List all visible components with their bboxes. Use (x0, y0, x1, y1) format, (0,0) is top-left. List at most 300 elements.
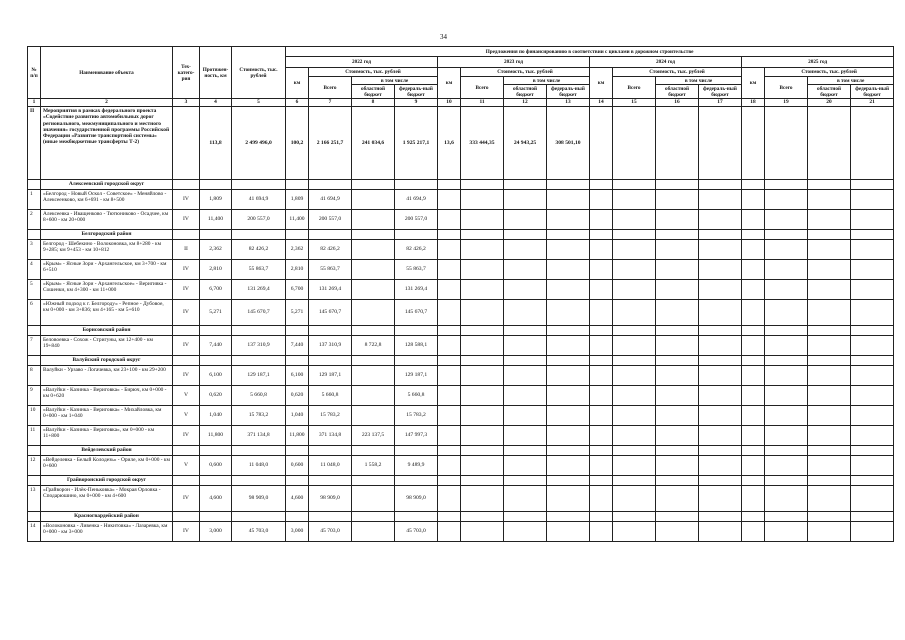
value-cell (547, 260, 590, 280)
value-cell (438, 386, 461, 406)
value-cell: 11,400 (286, 210, 309, 230)
value-cell (742, 336, 765, 356)
column-number: 14 (590, 99, 613, 107)
empty-cell (590, 446, 613, 456)
value-cell: 6,100 (286, 366, 309, 386)
value-cell (808, 190, 851, 210)
value-cell (765, 386, 808, 406)
value-cell: 371 134,8 (309, 426, 352, 446)
empty-cell (309, 476, 352, 486)
value-cell (808, 260, 851, 280)
column-number: 5 (232, 99, 286, 107)
object-name: Мероприятия в рамках федерального проекта «Содействие развитию автомобильных дорог регионального, межмуниципального и местного значения» государственной программы Российской Федерации «Развитие транспортной системы» (иные межбюджетные трансферты Т-2) (41, 107, 173, 180)
row-number: 14 (28, 522, 41, 542)
empty-cell (504, 326, 547, 336)
value-cell: 2,810 (286, 260, 309, 280)
category-cell: IV (173, 260, 200, 280)
value-cell (699, 336, 742, 356)
empty-cell (173, 446, 200, 456)
value-cell (851, 336, 894, 356)
table-row (28, 240, 894, 260)
empty-cell (742, 356, 765, 366)
value-cell (613, 190, 656, 210)
value-cell: 0,600 (286, 456, 309, 476)
object-name: «Валуйки - Казинка - Вериговка» - Бирюч, км 0+000 - км 0+620 (41, 386, 173, 406)
value-cell (590, 300, 613, 326)
empty-cell (699, 230, 742, 240)
header-length: Протяжен-ность, км (200, 47, 232, 99)
value-cell (461, 280, 504, 300)
federal-budget-header: федераль-ный бюджет (395, 85, 438, 99)
page-number: 34 (440, 33, 447, 41)
cost-subheader: Стоимость, тыс. рублей (309, 68, 438, 77)
empty-cell (200, 180, 232, 190)
value-cell (765, 426, 808, 446)
value-cell (808, 210, 851, 230)
value-cell (438, 280, 461, 300)
category-cell: IV (173, 190, 200, 210)
regional-budget-header: областной бюджет (504, 85, 547, 99)
length-cell: 11,400 (200, 210, 232, 230)
length-cell: 11,800 (200, 426, 232, 446)
row-number: 10 (28, 406, 41, 426)
cost-cell: 2 499 496,0 (232, 107, 286, 180)
cost-subheader: Стоимость, тыс. рублей (613, 68, 742, 77)
value-cell (504, 190, 547, 210)
value-cell: 200 557,0 (309, 210, 352, 230)
empty-cell (309, 180, 352, 190)
object-name: «Крым» - Ясные Зори - Архангельское» - Веригивка - Сошенки, км 4+300 - км 11+000 (41, 280, 173, 300)
table-row (28, 280, 894, 300)
value-cell: 223 137,5 (352, 426, 395, 446)
category-cell: IV (173, 300, 200, 326)
empty-cell (232, 180, 286, 190)
value-cell (547, 522, 590, 542)
empty-cell (504, 476, 547, 486)
cost-subheader: Стоимость, тыс. рублей (765, 68, 894, 77)
value-cell: 145 670,7 (309, 300, 352, 326)
value-cell (742, 522, 765, 542)
value-cell (808, 386, 851, 406)
table-row (28, 366, 894, 386)
empty-cell (28, 512, 41, 522)
regional-budget-header: областной бюджет (656, 85, 699, 99)
table-row (28, 210, 894, 230)
empty-cell (438, 476, 461, 486)
value-cell (699, 456, 742, 476)
value-cell (438, 210, 461, 230)
empty-cell (504, 180, 547, 190)
empty-cell (352, 476, 395, 486)
empty-cell (613, 326, 656, 336)
value-cell (547, 240, 590, 260)
object-name: Алексеевка - Иващенково - Тютюниково - Осадчее, км 8+600 - км 20+000 (41, 210, 173, 230)
value-cell (590, 240, 613, 260)
value-cell: 1 925 217,1 (395, 107, 438, 180)
value-cell (742, 107, 765, 180)
empty-cell (699, 356, 742, 366)
row-number: II (28, 107, 41, 180)
empty-cell (765, 230, 808, 240)
value-cell (590, 406, 613, 426)
empty-cell (395, 476, 438, 486)
empty-cell (286, 476, 309, 486)
value-cell: 1 558,2 (352, 456, 395, 476)
header-financing-group: Предложения по финансированию в соответствии с циклами в дорожном строительстве (286, 47, 894, 57)
empty-cell (504, 356, 547, 366)
value-cell: 8 722,8 (352, 336, 395, 356)
empty-cell (656, 230, 699, 240)
value-cell (352, 240, 395, 260)
value-cell (438, 486, 461, 512)
empty-cell (808, 512, 851, 522)
value-cell (590, 456, 613, 476)
empty-cell (613, 446, 656, 456)
value-cell: 82 426,2 (395, 240, 438, 260)
value-cell (547, 486, 590, 512)
empty-cell (395, 356, 438, 366)
empty-cell (504, 512, 547, 522)
table-row (28, 107, 894, 180)
column-number: 9 (395, 99, 438, 107)
empty-cell (461, 326, 504, 336)
value-cell: 129 187,1 (395, 366, 438, 386)
category-cell: IV (173, 210, 200, 230)
value-cell (547, 426, 590, 446)
value-cell (613, 107, 656, 180)
value-cell (438, 240, 461, 260)
value-cell (699, 366, 742, 386)
value-cell (504, 522, 547, 542)
value-cell (461, 456, 504, 476)
value-cell (613, 280, 656, 300)
empty-cell (590, 180, 613, 190)
value-cell (808, 406, 851, 426)
row-number: 13 (28, 486, 41, 512)
empty-cell (173, 356, 200, 366)
cost-cell: 55 863,7 (232, 260, 286, 280)
value-cell (656, 386, 699, 406)
empty-cell (200, 326, 232, 336)
column-number: 11 (461, 99, 504, 107)
value-cell (742, 210, 765, 230)
empty-cell (200, 230, 232, 240)
empty-cell (28, 476, 41, 486)
value-cell (504, 280, 547, 300)
value-cell (461, 366, 504, 386)
value-cell: 45 703,0 (309, 522, 352, 542)
value-cell (765, 280, 808, 300)
value-cell (613, 406, 656, 426)
regional-budget-header: областной бюджет (352, 85, 395, 99)
value-cell: 5 660,8 (395, 386, 438, 406)
empty-cell (173, 230, 200, 240)
value-cell (699, 300, 742, 326)
empty-cell (28, 326, 41, 336)
value-cell (504, 260, 547, 280)
value-cell: 45 703,0 (395, 522, 438, 542)
value-cell (590, 336, 613, 356)
empty-cell (851, 476, 894, 486)
length-cell: 2,810 (200, 260, 232, 280)
total-header: Всего (461, 77, 504, 99)
value-cell (765, 336, 808, 356)
value-cell (699, 386, 742, 406)
value-cell (504, 210, 547, 230)
length-cell: 4,600 (200, 486, 232, 512)
year-header: 2025 год (742, 57, 894, 68)
empty-cell (547, 326, 590, 336)
km-header: км (286, 68, 309, 99)
value-cell (656, 336, 699, 356)
value-cell (808, 280, 851, 300)
empty-cell (28, 446, 41, 456)
empty-cell (590, 476, 613, 486)
empty-cell (851, 356, 894, 366)
empty-cell (699, 180, 742, 190)
empty-cell (808, 180, 851, 190)
empty-cell (352, 326, 395, 336)
value-cell (613, 260, 656, 280)
value-cell: 2,362 (286, 240, 309, 260)
value-cell (699, 486, 742, 512)
row-number: 3 (28, 240, 41, 260)
value-cell (613, 300, 656, 326)
empty-cell (504, 446, 547, 456)
empty-cell (699, 326, 742, 336)
empty-cell (352, 446, 395, 456)
category-cell: IV (173, 522, 200, 542)
empty-cell (656, 512, 699, 522)
value-cell: 4,600 (286, 486, 309, 512)
value-cell: 3,000 (286, 522, 309, 542)
column-number: 17 (699, 99, 742, 107)
value-cell (590, 190, 613, 210)
value-cell (504, 406, 547, 426)
empty-cell (851, 512, 894, 522)
value-cell (851, 300, 894, 326)
value-cell (765, 210, 808, 230)
value-cell (504, 486, 547, 512)
empty-cell (699, 476, 742, 486)
value-cell (656, 260, 699, 280)
column-number: 20 (808, 99, 851, 107)
value-cell (742, 300, 765, 326)
empty-cell (28, 180, 41, 190)
value-cell: 15 783,2 (395, 406, 438, 426)
header-name: Наименование объекта (41, 47, 173, 99)
category-cell: IV (173, 336, 200, 356)
empty-cell (590, 326, 613, 336)
value-cell (438, 522, 461, 542)
value-cell (613, 386, 656, 406)
value-cell (851, 190, 894, 210)
value-cell (547, 210, 590, 230)
row-number: 5 (28, 280, 41, 300)
table-row (28, 486, 894, 512)
empty-cell (590, 230, 613, 240)
empty-cell (286, 180, 309, 190)
value-cell (851, 386, 894, 406)
value-cell (613, 336, 656, 356)
empty-cell (613, 180, 656, 190)
table-row (28, 426, 894, 446)
empty-cell (200, 476, 232, 486)
cost-cell: 145 670,7 (232, 300, 286, 326)
value-cell: 5 660,8 (309, 386, 352, 406)
value-cell (613, 240, 656, 260)
value-cell (352, 280, 395, 300)
empty-cell (461, 180, 504, 190)
empty-cell (286, 326, 309, 336)
empty-cell (438, 230, 461, 240)
value-cell (808, 240, 851, 260)
value-cell: 55 863,7 (395, 260, 438, 280)
length-cell: 7,440 (200, 336, 232, 356)
empty-cell (438, 512, 461, 522)
empty-cell (352, 180, 395, 190)
value-cell (699, 260, 742, 280)
object-name: Белгород - Шебекино - Волоконовка, км 8+280 - км 9+285; км 9+453 - км 10+812 (41, 240, 173, 260)
value-cell: 241 034,6 (352, 107, 395, 180)
value-cell (504, 336, 547, 356)
cost-cell: 45 703,0 (232, 522, 286, 542)
value-cell (765, 190, 808, 210)
cost-subheader: Стоимость, тыс. рублей (461, 68, 590, 77)
empty-cell (547, 476, 590, 486)
total-header: Всего (613, 77, 656, 99)
header-cost: Стоимость, тыс. рублей (232, 47, 286, 99)
column-number: 18 (742, 99, 765, 107)
empty-cell (851, 230, 894, 240)
value-cell (352, 260, 395, 280)
value-cell (547, 406, 590, 426)
empty-cell (286, 512, 309, 522)
empty-cell (808, 230, 851, 240)
object-name: «Крым» - Ясные Зори - Архангельское, км 3+700 - км 6+510 (41, 260, 173, 280)
value-cell (699, 210, 742, 230)
empty-cell (200, 512, 232, 522)
column-number: 16 (656, 99, 699, 107)
object-name: «Вейделевка - Белый Колодезь» - Ориле, км 0+000 - км 0+600 (41, 456, 173, 476)
category-cell: IV (173, 486, 200, 512)
empty-cell (395, 326, 438, 336)
empty-cell (590, 512, 613, 522)
including-header: в том числе (808, 77, 894, 85)
value-cell (851, 486, 894, 512)
value-cell (851, 366, 894, 386)
cost-cell: 98 909,0 (232, 486, 286, 512)
empty-cell (309, 512, 352, 522)
category-cell: IV (173, 366, 200, 386)
value-cell (352, 522, 395, 542)
value-cell (590, 366, 613, 386)
total-header: Всего (765, 77, 808, 99)
empty-cell (851, 446, 894, 456)
district-heading: Грайворонский городской округ (41, 476, 173, 486)
value-cell (656, 190, 699, 210)
length-cell: 5,271 (200, 300, 232, 326)
value-cell (613, 456, 656, 476)
value-cell (352, 406, 395, 426)
empty-cell (461, 230, 504, 240)
empty-cell (656, 180, 699, 190)
value-cell (851, 406, 894, 426)
value-cell (699, 426, 742, 446)
value-cell (547, 190, 590, 210)
value-cell (438, 366, 461, 386)
row-number: 2 (28, 210, 41, 230)
empty-cell (656, 476, 699, 486)
value-cell (699, 522, 742, 542)
value-cell: 6,700 (286, 280, 309, 300)
column-number: 2 (41, 99, 173, 107)
value-cell: 333 444,35 (461, 107, 504, 180)
value-cell (742, 190, 765, 210)
value-cell (765, 107, 808, 180)
value-cell (547, 386, 590, 406)
value-cell (656, 280, 699, 300)
column-number: 1 (28, 99, 41, 107)
header-category: Тех-катего-рия (173, 47, 200, 99)
value-cell: 98 909,0 (309, 486, 352, 512)
empty-cell (765, 326, 808, 336)
value-cell (742, 366, 765, 386)
value-cell (461, 426, 504, 446)
empty-cell (808, 356, 851, 366)
empty-cell (200, 446, 232, 456)
length-cell: 6,100 (200, 366, 232, 386)
empty-cell (309, 446, 352, 456)
empty-cell (438, 446, 461, 456)
value-cell (765, 456, 808, 476)
empty-cell (28, 230, 41, 240)
value-cell (742, 386, 765, 406)
empty-cell (461, 512, 504, 522)
value-cell (438, 456, 461, 476)
value-cell (808, 366, 851, 386)
column-number: 4 (200, 99, 232, 107)
value-cell (765, 406, 808, 426)
object-name: «Валуйки - Казинка - Вериговка» - Михайловка, км 0+000 - км 1+040 (41, 406, 173, 426)
value-cell (590, 260, 613, 280)
empty-cell (395, 180, 438, 190)
table-row (28, 386, 894, 406)
value-cell (461, 406, 504, 426)
length-cell: 2,362 (200, 240, 232, 260)
empty-cell (232, 446, 286, 456)
value-cell (656, 366, 699, 386)
value-cell (504, 366, 547, 386)
empty-cell (232, 476, 286, 486)
row-number: 11 (28, 426, 41, 446)
table-row (28, 336, 894, 356)
object-name: «Белгород - Новый Оскол - Советское» - Меняйлово - Алексеенково, км 6+691 - км 8+500 (41, 190, 173, 210)
value-cell (590, 386, 613, 406)
value-cell (461, 522, 504, 542)
value-cell (461, 300, 504, 326)
cost-cell: 41 694,9 (232, 190, 286, 210)
row-number: 12 (28, 456, 41, 476)
value-cell (613, 426, 656, 446)
empty-cell (656, 446, 699, 456)
value-cell (504, 426, 547, 446)
empty-cell (28, 356, 41, 366)
empty-cell (173, 476, 200, 486)
value-cell: 9 489,9 (395, 456, 438, 476)
value-cell (656, 240, 699, 260)
column-number: 7 (309, 99, 352, 107)
